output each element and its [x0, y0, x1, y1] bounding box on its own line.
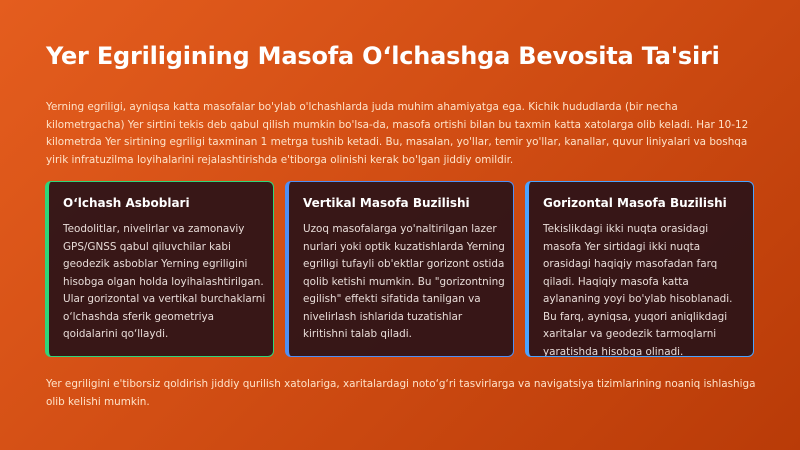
card-title: O‘lchash Asboblari	[63, 196, 190, 210]
card-vertical-distortion	[285, 181, 514, 357]
cards-row	[45, 181, 755, 359]
card-text: Uzoq masofalarga yo'naltirilgan lazer nurlari yoki optik kuzatishlarda Yerning egriligi tufayli ob'ektlar gorizont ostida qolib ketishi mumkin. Bu "gorizontning egilish" effekti sifatida tanilgan va nivelirlash ishlarida tuzatishlar kiritishni talab qiladi.	[303, 223, 505, 340]
card-horizontal-distortion	[525, 181, 754, 357]
card-measuring-instruments	[45, 181, 274, 357]
card-text: Teodolitlar, nivelirlar va zamonaviy GPS/GNSS qabul qiluvchilar kabi geodezik asboblar Yerning egriligini hisobga olgan holda loyihalashtirilgan. Ular gorizontal va vertikal burchaklarni o‘lchashda sferik geometriya qoidalarini qo‘llaydi.	[63, 223, 266, 340]
intro-paragraph: Yerning egriligi, ayniqsa katta masofalar bo'ylab o'lchashlarda juda muhim ahamiyatga ega. Kichik hududlarda (bir necha kilometrgacha) Yer sirtini tekis deb qabul qilish mumkin bo'lsa-da, masofa ortishi bilan bu taxmin katta xatolarga olib keladi. Har 10-12 kilometrda Yer sirtining egriligi taxminan 1 metrga tushib ketadi. Bu, masalan, yo'llar, temir yo'llar, kanallar, quvur liniyalari va boshqa yirik infratuzilma loyihalarini rejalashtirishda e'tiborga olinishi kerak bo'lgan jiddiy omildir.	[46, 101, 749, 166]
card-text: Tekislikdagi ikki nuqta orasidagi masofa Yer sirtidagi ikki nuqta orasidagi haqiqiy masofadan farq qiladi. Haqiqiy masofa katta aylananing yoyi bo'ylab hisoblanadi. Bu farq, ayniqsa, yuqori aniqlikdagi xaritalar va geodezik tarmoqlarni yaratishda hisobga olinadi.	[543, 223, 733, 357]
card-title: Vertikal Masofa Buzilishi	[303, 196, 470, 210]
footer-note: Yer egriligini e'tiborsiz qoldirish jiddiy qurilish xatolariga, xaritalardagi noto‘g‘ri tasvirlarga va navigatsiya tizimlarining noaniq ishlashiga olib kelishi mumkin.	[46, 378, 756, 408]
card-title: Gorizontal Masofa Buzilishi	[543, 196, 727, 210]
slide-title: Yer Egriligining Masofa O‘lchashga Bevosita Ta'siri	[46, 42, 720, 70]
